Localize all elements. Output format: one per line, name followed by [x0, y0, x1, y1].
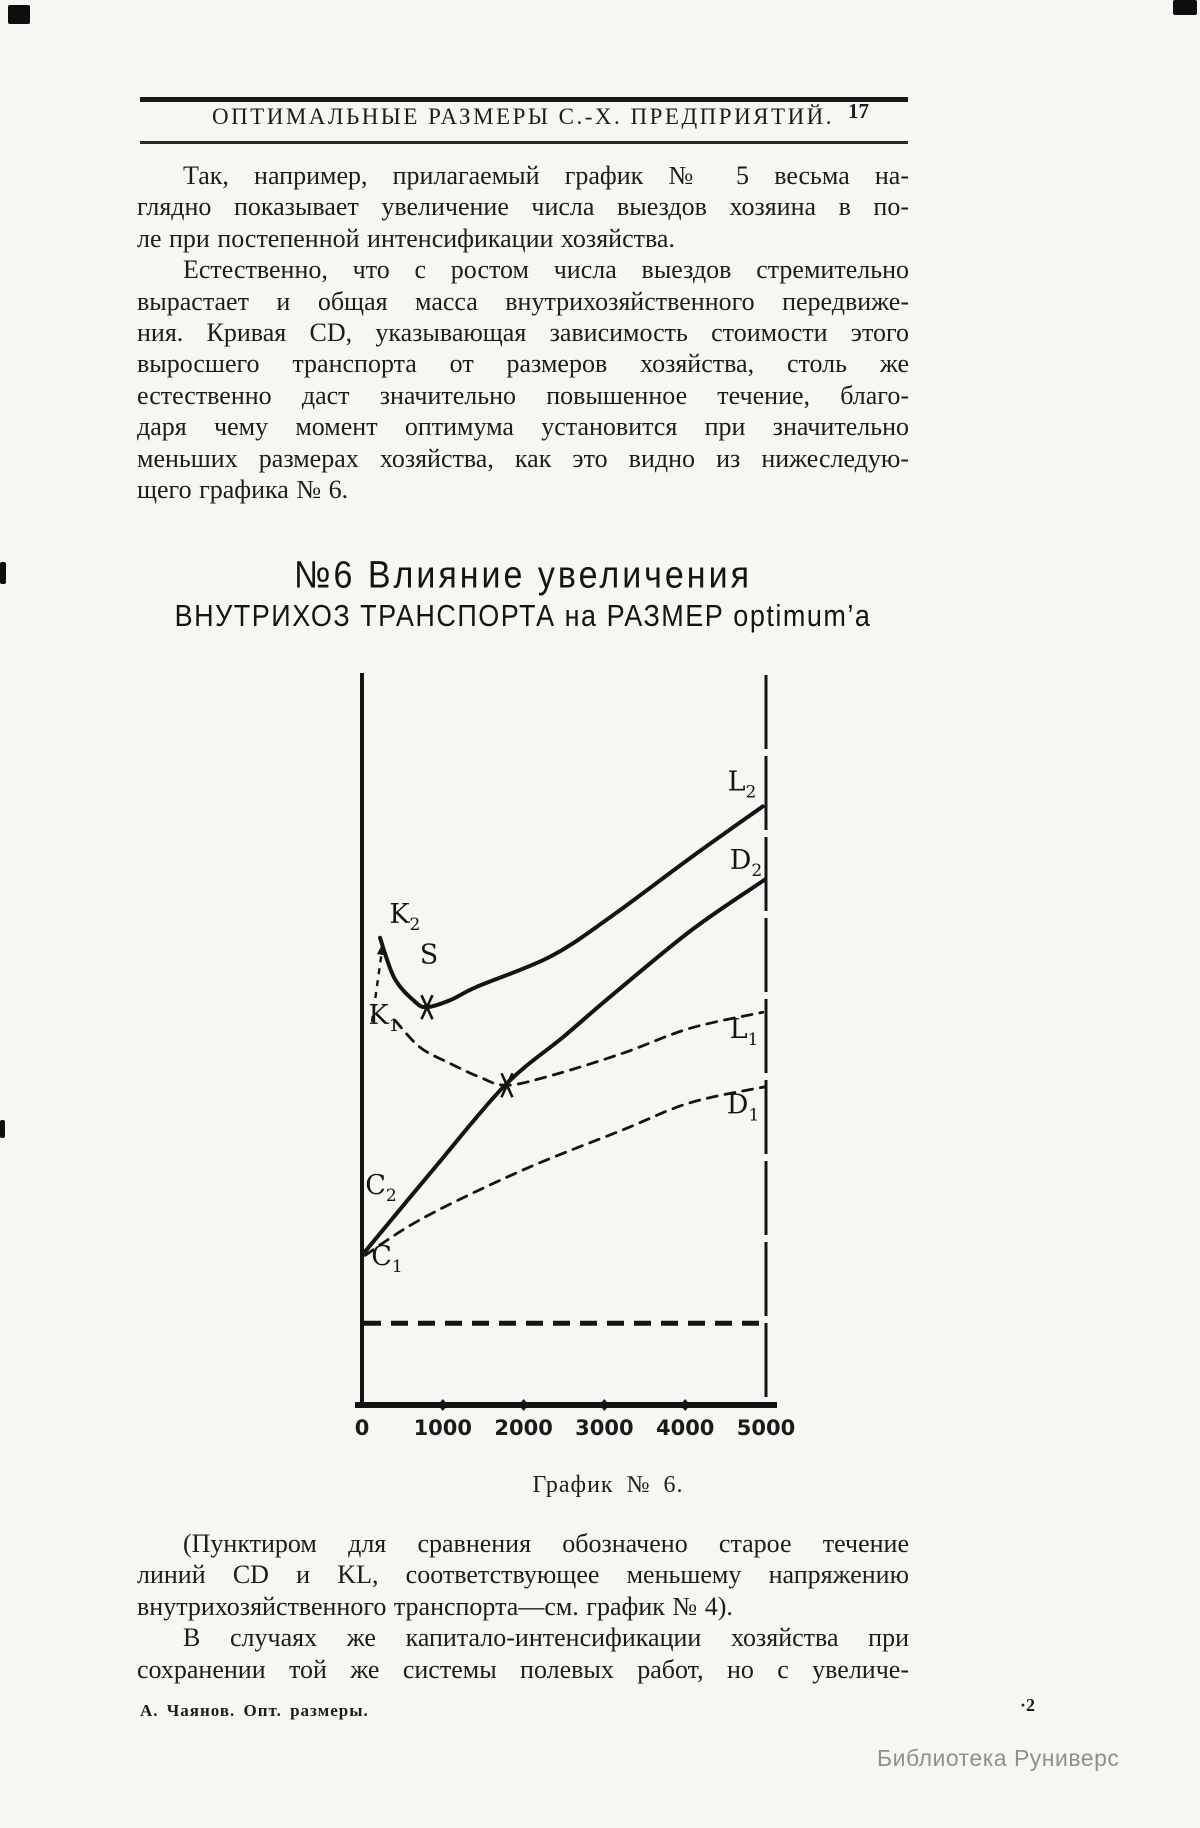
x-tick-label: 4000 [655, 1416, 715, 1440]
text-line: внутрихозяйственного транспорта—см. график № 4). [137, 1591, 733, 1621]
text-line: (Пунктиром для сравнения обозначено старое течение [183, 1529, 909, 1558]
chart-caption: График № 6. [532, 1472, 684, 1498]
text-line: В случаях же капитало-интенсификации хозяйства при [183, 1623, 909, 1653]
curve-label-D1: $D_1$ [726, 1089, 760, 1126]
text-line: сохранении той же системы полевых работ, но с увеличе- [137, 1654, 909, 1684]
scan-artifact [0, 562, 6, 584]
text-line: Естественно, что с ростом числа выездов стремительно [183, 255, 909, 285]
curve-label-K1: $K_1$ [368, 999, 400, 1036]
text-line: линий CD и KL, соответствующее меньшему напряжению [137, 1560, 909, 1590]
text-line: выросшего транспорта от размеров хозяйства, столь же [137, 349, 909, 379]
text-line: даря чему момент оптимума установится при значительно [137, 412, 909, 442]
curve-label-K2: $K_2$ [389, 899, 421, 936]
header-rule-top [140, 97, 908, 102]
x-tick [599, 1399, 609, 1411]
x-tick [519, 1399, 529, 1411]
scan-artifact [8, 5, 30, 24]
curve-label-L2: $L_2$ [727, 766, 757, 803]
curve-label-C1: $C_1$ [371, 1240, 403, 1277]
curve-K2L2 [380, 806, 763, 1007]
curve-C2D2 [365, 879, 765, 1251]
text-line: щего графика № 6. [137, 475, 349, 505]
x-tick [438, 1399, 448, 1411]
curve-label-D2: $D_2$ [729, 845, 763, 882]
text-line: глядно показывает увеличение числа выездов хозяина в по- [137, 192, 909, 222]
footer-signature: А. Чаянов. Опт. размеры. [140, 1701, 369, 1720]
body-text-block-1 [137, 160, 909, 505]
x-tick-label: 2000 [494, 1416, 553, 1440]
body-text-block-2 [137, 1528, 909, 1685]
scan-artifact [0, 1120, 5, 1138]
curve-C1D1 [365, 1087, 765, 1256]
mark-label-S: S [419, 939, 439, 971]
chart-svg [280, 660, 1020, 1460]
text-line: естественно даст значительно повышенное течение, благо- [137, 380, 909, 410]
x-tick [680, 1399, 690, 1411]
x-tick-label: 0 [354, 1416, 370, 1440]
scan-artifact [1173, 0, 1197, 15]
watermark: Библиотека Руниверс [877, 1745, 1120, 1771]
footer-sheet-number: ·2 [1020, 1695, 1036, 1715]
x-tick-label: 5000 [736, 1416, 796, 1440]
page-number: 17 [848, 99, 869, 123]
chart-title [137, 553, 909, 633]
curve-label-L1: $L_1$ [729, 1013, 759, 1050]
chart-title-line-2: ВНУТРИХОЗ ТРАНСПОРТА на РАЗМЕР optimum’а [174, 599, 872, 633]
text-line: ле при постепенной интенсификации хозяйства. [137, 223, 675, 253]
curve-label-C2: $C_2$ [365, 1170, 397, 1207]
text-line: меньших размерах хозяйства, как это видно из нижеследую- [137, 443, 909, 473]
text-line: вырастает и общая масса внутрихозяйственного передвиже- [137, 286, 909, 316]
x-tick-label: 3000 [575, 1416, 634, 1440]
header-title: ОПТИМАЛЬНЫЕ РАЗМЕРЫ С.-Х. ПРЕДПРИЯТИЙ. [211, 104, 835, 129]
header-rule-bottom [140, 141, 908, 144]
text-line: Так, например, прилагаемый график № 5 весьма на- [183, 161, 909, 190]
chart-title-line-1: №6 Влияние увеличения [294, 553, 752, 597]
x-tick-label: 1000 [413, 1416, 473, 1440]
text-line: ния. Кривая CD, указывающая зависимость стоимости этого [137, 318, 909, 348]
